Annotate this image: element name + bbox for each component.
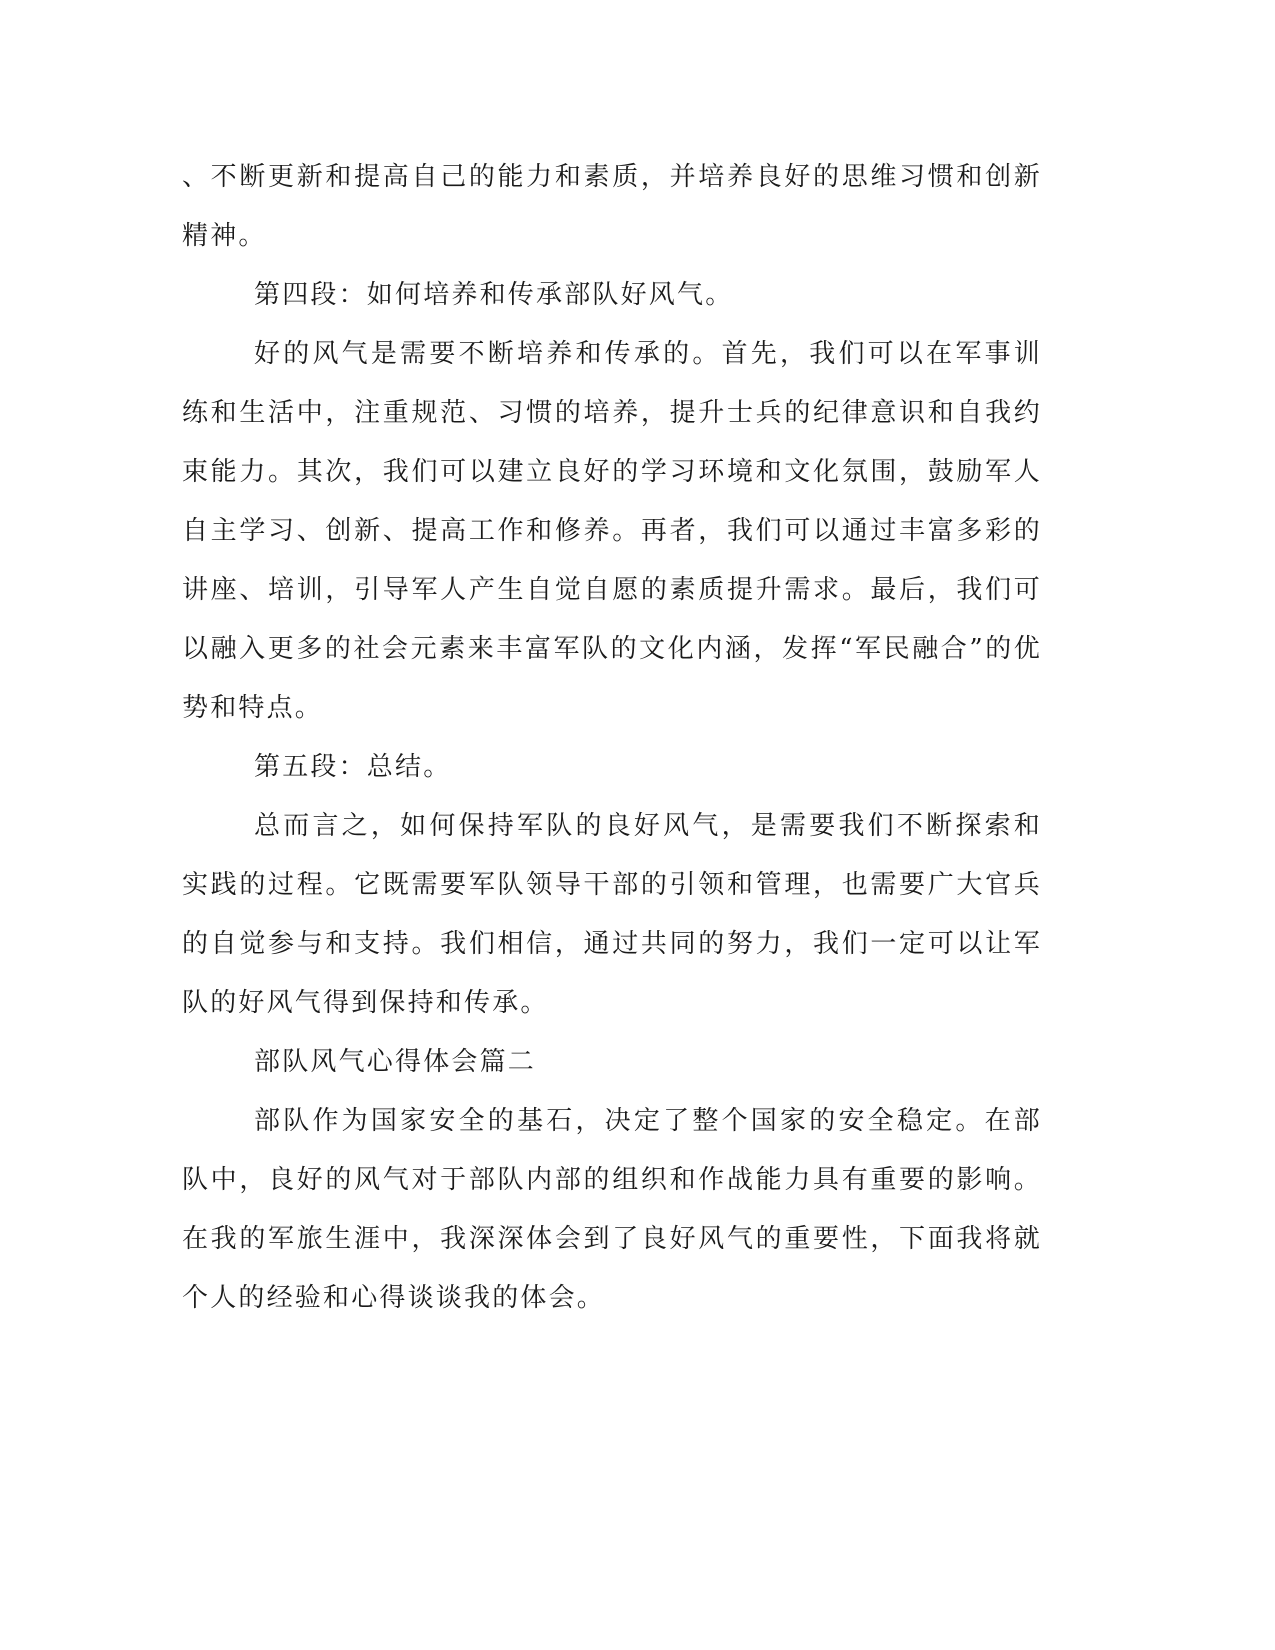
paragraph-section-5: 总而言之，如何保持军队的良好风气，是需要我们不断探索和实践的过程。它既需要军队领导干部的引领和管理，也需要广大官兵的自觉参与和支持。我们相信，通过共同的努力，我们一定可以让军队的好风气得到保持和传承。 — [182, 811, 1042, 1018]
article-title-part-2: 部队风气心得体会篇二 — [254, 1047, 537, 1077]
paragraph-part-2-intro: 部队作为国家安全的基石，决定了整个国家的安全稳定。在部队中，良好的风气对于部队内部的组织和作战能力具有重要的影响。在我的军旅生涯中，我深深体会到了良好风气的重要性，下面我将就个人的经验和心得谈谈我的体会。 — [182, 1106, 1042, 1313]
document-body — [182, 148, 1042, 1328]
paragraph-section-4: 好的风气是需要不断培养和传承的。首先，我们可以在军事训练和生活中，注重规范、习惯的培养，提升士兵的纪律意识和自我约束能力。其次，我们可以建立良好的学习环境和文化氛围，鼓励军人自主学习、创新、提高工作和修养。再者，我们可以通过丰富多彩的讲座、培训，引导军人产生自觉自愿的素质提升需求。最后，我们可以融入更多的社会元素来丰富军队的文化内涵，发挥“军民融合”的优势和特点。 — [182, 339, 1042, 723]
section-heading-5: 第五段：总结。 — [254, 752, 452, 782]
section-heading-4: 第四段：如何培养和传承部队好风气。 — [254, 280, 734, 310]
paragraph-continuation: 、不断更新和提高自己的能力和素质，并培养良好的思维习惯和创新精神。 — [182, 162, 1042, 251]
